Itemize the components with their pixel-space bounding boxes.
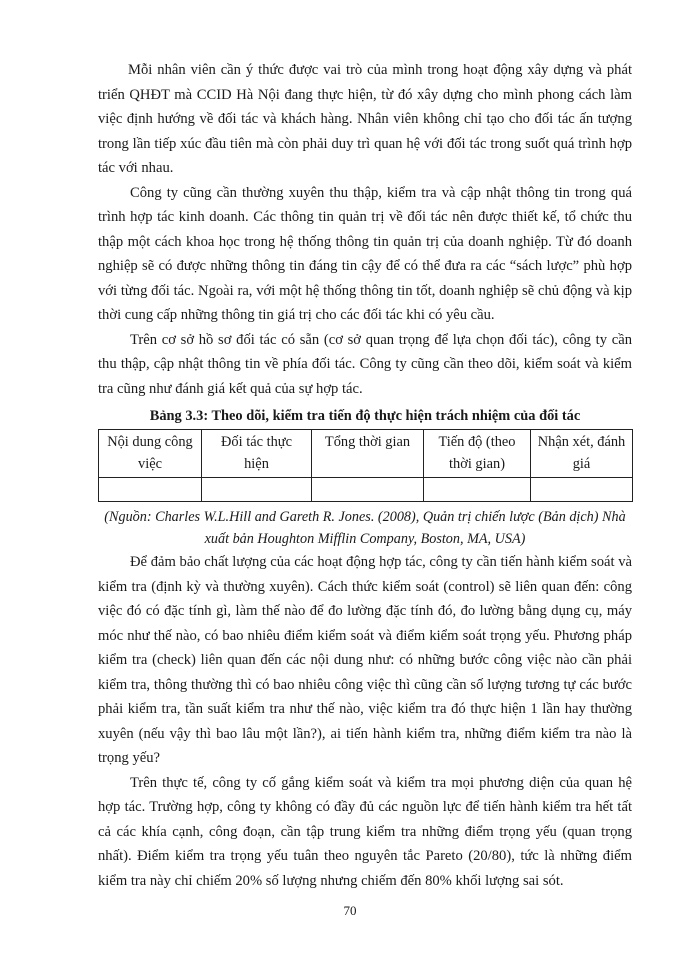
paragraph-pareto: Trên thực tế, công ty cố gắng kiểm soát và kiểm tra mọi phương diện của quan hệ hợp tác. Trường hợp, công ty không có đầy đủ các nguồn lực để tiến hành kiểm tra hết tất cả các khía cạnh, công đoạn, cần tập trung kiểm tra những điểm trọng yếu (quan trọng nhất). Điểm kiểm tra trọng yếu tuân theo nguyên tắc Pareto (20/80), tức là những điểm kiểm tra này chỉ chiếm 20% số lượng nhưng chiếm đến 80% khối lượng sai sót. <box>98 774 632 889</box>
paragraph-partner-profile: Trên cơ sở hồ sơ đối tác có sẵn (cơ sở quan trọng để lựa chọn đối tác), công ty cần thu thập, cập nhật thông tin về phía đối tác. Công ty cũng cần theo dõi, kiểm soát và kiểm tra cũng như đánh giá kết quả của sự hợp tác. <box>98 331 632 397</box>
table-header-cell: Tổng thời gian <box>312 430 424 478</box>
table-header-cell: Nội dung công việc <box>99 430 202 478</box>
table-header-cell: Đối tác thực hiện <box>202 430 312 478</box>
table-header-row <box>99 430 633 478</box>
partner-progress-table <box>98 429 633 502</box>
table-row <box>99 478 633 502</box>
page-number: 70 <box>343 903 357 918</box>
table-caption: Bảng 3.3: Theo dõi, kiểm tra tiến độ thực hiện trách nhiệm của đối tác <box>149 408 581 424</box>
paragraph-staff-awareness: Mỗi nhân viên cần ý thức được vai trò của mình trong hoạt động xây dựng và phát triển QHĐT mà CCID Hà Nội đang thực hiện, từ đó xây dựng cho mình phong cách làm việc định hướng về đối tác và khách hàng. Nhân viên không chỉ tạo cho đối tác ấn tượng trong lần tiếp xúc đầu tiên mà còn phải duy trì quan hệ với đối tác trong suốt quá trình hợp tác với nhau. <box>98 62 632 176</box>
paragraph-information-update: Công ty cũng cần thường xuyên thu thập, kiểm tra và cập nhật thông tin trong quá trình hợp tác kinh doanh. Các thông tin quản trị về đối tác nên được thiết kế, tổ chức thu thập một cách khoa học trong hệ thống thông tin quản trị của doanh nghiệp. Từ đó doanh nghiệp sẽ có được những thông tin đáng tin cậy để có thể đưa ra các “sách lược” phù hợp với từng đối tác. Ngoài ra, với một hệ thống thông tin tốt, doanh nghiệp sẽ chủ động và kịp thời cung cấp những thông tin giá trị cho các đối tác khi có yêu cầu. <box>98 184 632 323</box>
table-cell <box>99 478 202 502</box>
table-cell <box>531 478 633 502</box>
document-page <box>98 58 632 893</box>
paragraph-quality-control: Để đảm bảo chất lượng của các hoạt động hợp tác, công ty cần tiến hành kiểm soát và kiểm tra (định kỳ và thường xuyên). Cách thức kiểm soát (control) sẽ liên quan đến: công việc đó có đặc tính gì, làm thế nào để đo lường đặc tính đó, đo lường bằng dụng cụ, máy móc như thế nào, có bao nhiêu điểm kiểm soát và điểm kiểm soát trọng yếu. Phương pháp kiểm tra (check) liên quan đến các nội dung như: có những bước công việc nào cần phải kiểm tra, thông thường thì có bao nhiêu công việc thì cũng cần số lượng tương tự các bước phải kiểm tra, tần suất kiểm tra như thế nào, việc kiểm tra đó thực hiện 1 lần hay thường xuyên (nếu vậy thì bao lâu một lần?), ai tiến hành kiểm tra, những điểm kiểm tra nào là trọng yếu? <box>98 554 632 766</box>
table-header-cell: Nhận xét, đánh giá <box>531 430 633 478</box>
table-source-note: (Nguồn: Charles W.L.Hill and Gareth R. Jones. (2008), Quản trị chiến lược (Bản dịch) Nhà xuất bản Houghton Mifflin Company, Boston, MA, USA) <box>104 509 626 547</box>
table-header-cell: Tiến độ (theo thời gian) <box>424 430 531 478</box>
table-cell <box>424 478 531 502</box>
table-cell <box>202 478 312 502</box>
table-cell <box>312 478 424 502</box>
